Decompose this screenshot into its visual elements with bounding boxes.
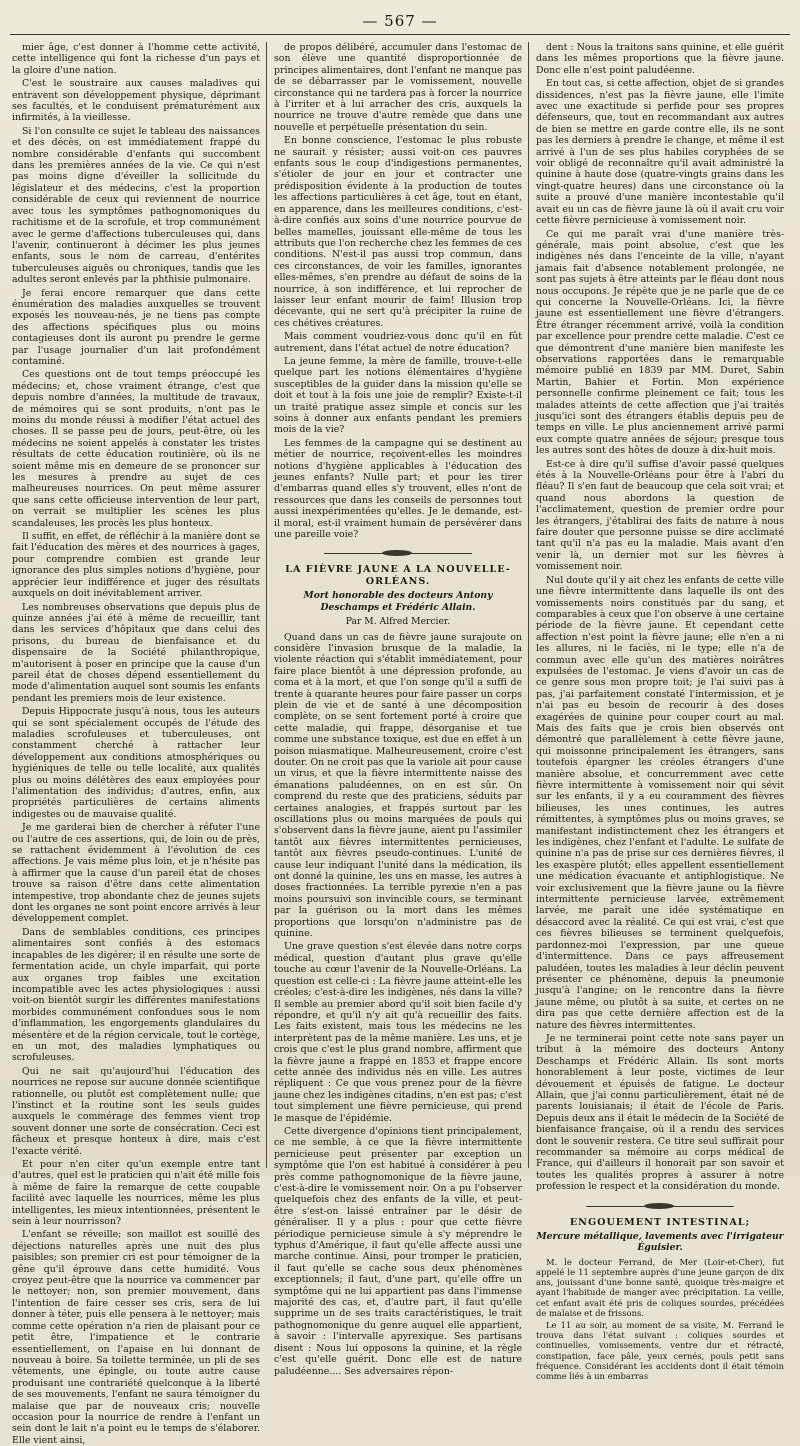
article-title: LA FIÈVRE JAUNE A LA NOUVELLE-ORLÉANS.: [285, 564, 511, 587]
paragraph: Mais comment voudriez-vous donc qu'il en fût autrement, dans l'état actuel de notre éducation?: [274, 331, 522, 354]
paragraph: Je me garderai bien de chercher à réfuter l'une ou l'autre de ces assertions, qui, de loin ou de près, se rattachent évidemment à l'évolution de ces affections. Je vais même plus loin, et je n'hésite pas à affirmer que la cause d'un pareil état de choses trouve sa raison d'être dans cette alimentation intempestive, trop abondante chez de jeunes sujets dont les organes ne sont point encore arrivés à leur développement complet.: [12, 822, 260, 925]
paragraph: mier âge, c'est donner à l'homme cette activité, cette intelligence qui font la richesse d'un pays et la gloire d'une nation.: [12, 42, 260, 76]
paragraph: Je ne terminerai point cette note sans payer un tribut à la mémoire des docteurs Antony Deschamps et Frédéric Allain. Ils sont morts honorablement à leur poste, victimes de leur dévouement et épuisés de fatigue. Le docteur Allain, que j'ai connu particulièrement, était né de parents louisianais; il était de l'école de Paris. Depuis deux ans il était le médecin de la Société de bienfaisance française, où il a rendu des services dont le souvenir restera. Ce titre seul suffirait pour recommander sa mémoire au corps médical de France, qui d'ailleurs il honorait par son savoir et toutes les qualités propres à assurer à notre profession le respect et la considération du monde.: [536, 1032, 784, 1193]
paragraph: Quand dans un cas de fièvre jaune surajoute on considère l'invasion brusque de la maladie, la violente réaction qui s'établit immédiatement, pour faire place bientôt à une dépression profonde, au coma et à la mort, et que l'on songe qu'il a suffi de trente à quarante heures pour faire passer un corps plein de vie et de santé à une décomposition complète, on se sent fortement porté à croire que cette maladie, qui frappe, désorganise et tue comme une substance toxique, est due en effet à un poison miasmatique. Malheureusement, croire c'est douter. On ne croit pas que la variole ait pour cause un virus, et que la fièvre intermittente naisse des émanations paludéennes, on en est sûr. On comprend du reste que des praticiens, séduits par certaines analogies, et frappés surtout par les oscillations plus ou moins marquées de pouls qui s'observent dans la fièvre jaune, aient pu l'assimiler tantôt aux fièvres intermittentes pernicieuses, tantôt aux fièvres pseudo-continues. L'unité de cause leur indiquant l'unité dans la médication, ils ont donné la quinine, les uns en masse, les autres à doses fractionnées. La terrible pyrexie n'en a pas moins poursuivi son invincible cours, se terminant par la guérison ou la mort dans les mêmes proportions que lorsqu'on n'administre pas de quinine.: [274, 631, 522, 940]
paragraph: Qui ne sait qu'aujourd'hui l'éducation des nourrices ne repose sur aucune donnée scientifique rationnelle, ou plutôt est complètement nulle; que l'instinct et la routine sont les seuls guides auxquels le commérage des femmes vient trop souvent donner une sorte de consécration. Ceci est fâcheux et presque honteux à dire, mais c'est l'exacte vérité.: [12, 1065, 260, 1157]
paragraph: En tout cas, si cette affection, objet de si grandes dissidences, n'est pas la fièvre jaune, elle l'imite avec une exactitude si perfide pour ses propres défenseurs, que, tout en recommandant aux autres de bien se mettre en garde contre elle, ils ne sont pas les derniers à prendre le change, et même il est arrivé à l'un de ses plus habiles coryphées de se voir obligé de reconnaître qu'il avait administré la quinine à haute dose (quatre-vingts grains dans les vingt-quatre heures) dans une circonstance où la suite a prouvé d'une manière incontestable qu'il avait eu un cas de fièvre jaune là où il avait cru voir cette fièvre pernicieuse à vomissement noir.: [536, 78, 784, 227]
section-title: ENGOUEMENT INTESTINAL;: [569, 1216, 751, 1228]
paragraph: Ce qui me paraît vrai d'une manière très-générale, mais point absolue, c'est que les indigènes nés dans l'enceinte de la ville, n'ayant jamais fait d'absence notablement prolongée, ne sont pas sujets à être atteints par le fléau dont nous nous occupons. Je répète que je ne parle que de ce qui concerne la Nouvelle-Orléans. Ici, la fièvre jaune est essentiellement une fièvre d'étrangers. Être étranger récemment arrivé, voilà la condition par excellence pour prendre cette maladie. C'est ce que démontrent d'une manière bien manifeste les observations rapportées dans le remarquable mémoire publié en 1839 par MM. Duret, Sabin Martin, Bahier et Fortin. Mon expérience personnelle confirme pleinement ce fait; tous les malades atteints de cette affection que j'ai traités jusqu'ici sont des étrangers établis depuis peu de temps en ville. Le plus anciennement arrivé parmi eux compte quatre années de séjour; presque tous les autres sont des hôtes de douze à dix-huit mois.: [536, 228, 784, 457]
paragraph: Et pour n'en citer qu'un exemple entre tant d'autres, quel est le praticien qui n'ait été mille fois à même de faire la remarque de cette coupable facilité avec laquelle les nourrices, même les plus intelligentes, les mieux intentionnées, présentent le sein à leur nourrisson?: [12, 1159, 260, 1228]
section-divider: [536, 1199, 784, 1213]
column-3-body-before: [536, 42, 784, 1193]
column-1: [12, 42, 260, 1446]
column-3: [536, 42, 784, 1382]
article-author: Par M. Alfred Mercier.: [345, 616, 451, 628]
column-1-body: [12, 42, 260, 1446]
paragraph: Il suffit, en effet, de réfléchir à la manière dont se fait l'éducation des mères et des nourrices à gages, pour comprendre combien est grande leur ignorance des plus simples notions d'hygiène, pour apprécier leur indifférence et juger des résultats auxquels on doit inévitablement arriver.: [12, 531, 260, 600]
paragraph: La jeune femme, la mère de famille, trouve-t-elle quelque part les notions élémentaires d'hygiène susceptibles de la guider dans la mission qu'elle se doit et tout à la fois une joie de remplir? Existe-t-il un traité pratique assez simple et concis sur les soins à donner aux enfants pendant les premiers mois de la vie?: [274, 355, 522, 436]
paragraph: de propos délibéré, accumuler dans l'estomac de son élève une quantité disproportionnée de principes alimentaires, dont l'enfant ne manque pas de se débarrasser par le vomissement, nouvelle circonstance qui ne tardera pas à forcer la nourrice à l'irriter et à lui arracher des cris, auxquels la nourrice ne trouve d'autre remède que dans une nouvelle et perpétuelle présentation du sein.: [274, 42, 522, 133]
paragraph: M. le docteur Ferrand, de Mer (Loir-et-Cher), fut appelé le 11 septembre auprès d'une jeune garçon de dix ans, jouissant d'une bonne santé, quoique très-maigre et ayant l'habitude de manger avec précipitation. La veille, cet enfant avait été pris de coliques sourdes, précédées de malaise et de frissons.: [536, 1256, 784, 1318]
header-rule: [10, 34, 790, 35]
paragraph: Dans de semblables conditions, ces principes alimentaires sont confiés à des estomacs incapables de les digérer; il en résulte une sorte de fermentation acide, un chyle imparfait, qui porte aux organes trop faibles une excitation incompatible avec les actes physiologiques : aussi voit-on bientôt surgir les différentes manifestations morbides communément confondues sous le nom d'inflammation, les engorgements glandulaires du mésentère et de la région cervicale, tout le cortège, en un mot, des maladies lymphatiques ou scrofuleuses.: [12, 926, 260, 1064]
paragraph: Si l'on consulte ce sujet le tableau des naissances et des décès, on est immédiatement frappé du nombre considérable d'enfants qui succombent dans les premières années de la vie. Ce qui n'est pas moins digne d'éveiller la sollicitude du législateur et des médecins, c'est la proportion considérable de ceux qui reviennent de nourrice avec tous les symptômes pathognomoniques du rachitisme et de la scrofule, et trop communément avec le germe d'affections tuberculeuses qui, dans l'avenir, continueront à décimer les plus jeunes enfants, sous le nom de carreau, d'entérites tuberculeuses aiguës ou chroniques, tandis que les adultes seront enlevés par la phthisie pulmonaire.: [12, 125, 260, 286]
paragraph: Les femmes de la campagne qui se destinent au métier de nourrice, reçoivent-elles les moindres notions d'hygiène applicables à l'éducation des jeunes enfants? Nulle part; et pour les tirer d'embarras quand elles s'y trouvent, elles n'ont de ressources que dans les conseils de personnes tout aussi inexpérimentées qu'elles. Je le demande, est-il moral, est-il vraiment humain de persévérer dans une pareille voie?: [274, 437, 522, 541]
paragraph: L'enfant se réveille; son maillot est souillé des déjections naturelles après une nuit des plus paisibles; son premier cri est pour témoigner de la gêne qu'il éprouve dans cette humidité. Vous croyez peut-être que la nourrice va commencer par le nettoyer; non, son premier mouvement, dans l'intention de faire cesser ses cris, sera de lui donner à téter, puis elle pensera à le nettoyer; mais comme cette opération n'a rien de plaisant pour ce petit être, l'impatience et le contrarie essentiellement, on l'apaise en lui donnant de nouveau à boire. Sa toilette terminée, un pli de ses vêtements, une épingle, ou toute autre cause produisant une contrariété quelconque à la liberté de ses mouvements, l'enfant ne saura témoigner du malaise que par de nouveaux cris; nouvelle occasion pour la nourrice de rendre à l'enfant un sein dont le lait n'a point eu le temps de s'élaborer. Elle vient ainsi,: [12, 1229, 260, 1446]
paragraph: Nul doute qu'il y ait chez les enfants de cette ville une fièvre intermittente dans laquelle ils ont des vomissements noirs constitués par du sang, et comparables à ceux que l'on observe à une certaine période de la fièvre jaune. Et cependant cette affection n'est point la fièvre jaune; elle n'en a ni les allures, ni le faciès, ni le type; elle n'a de commun avec elle qu'un des matières noirâtres expulsées de l'estomac. Je viens d'avoir un cas de ce genre sous mon propre toit; je l'ai suivi pas à pas, j'ai parfaitement constaté l'intermission, et je n'ai pas eu besoin de recourir à des doses exagérées de quinine pour couper court au mal. Mais des faits que je crois bien observés ont démontré que parallèlement à cette fièvre jaune, qui moissonne principalement les étrangers, sans toutefois épargner les créoles étrangers d'une manière absolue, et concurremment avec cette fièvre intermittente à vomissement noir qui sévit sur les enfants, il y a eu couramment des fièvres bilieuses, les unes continues, les autres rémittentes, à symptômes plus ou moins graves, se manifestant indistinctement chez les étrangers et les indigènes, chez l'enfant et l'adulte. Le sulfate de quinine n'a pas de prise sur ces dernières fièvres, il les exaspère plutôt; elles appellent essentiellement une médication évacuante et antiphlogistique. Ne voir exclusivement que la fièvre jaune ou la fièvre intermittente pernicieuse larvée, extrêmement larvée, me paraît une idée systématique en désaccord avec la réalité. Ce qui est vrai, c'est que ces fièvres bilieuses se terminent quelquefois, pardonnez-moi l'expression, par une queue d'intermittence. Dans ce pays affreusement paludéen, toutes les maladies à leur déclin peuvent présenter ce phénomène, depuis la pneumonie jusqu'à l'angine; on le rencontre dans la fièvre jaune même, ou plutôt à sa suite, et certes on ne dira pas que cette dernière affection est de la nature des fièvres intermittentes.: [536, 574, 784, 1031]
column-divider: [266, 42, 267, 1168]
column-divider: [528, 42, 529, 1168]
column-2-body-after: [274, 632, 522, 1377]
article-subtitle: Mort honorable des docteurs Antony Deschamps et Frédéric Allain.: [303, 590, 493, 613]
paragraph: dent : Nous la traitons sans quinine, et elle guérit dans les mêmes proportions que la fièvre jaune. Donc elle n'est point paludéenne.: [536, 42, 784, 76]
paragraph: Les nombreuses observations que depuis plus de quinze années j'ai été à même de recueillir, tant dans les services d'hôpitaux que dans celui des prisons, du bureau de bienfaisance et du dispensaire de la Société philanthropique, m'autorisent à poser en principe que la cause d'un pareil état de choses dépend essentiellement du mode d'alimentation auquel sont soumis les enfants pendant les premiers mois de leur existence.: [12, 601, 260, 704]
column-2: [274, 42, 522, 1377]
paragraph: Depuis Hippocrate jusqu'à nous, tous les auteurs qui se sont spécialement occupés de l'étude des maladies scrofuleuses et tuberculeuses, ont constamment cherché à rattacher leur développement aux conditions atmosphériques ou hygiéniques de telle ou telle localité, aux qualités plus ou moins délétères des eaux employées pour l'alimentation des individus; d'autres, enfin, aux propriétés particulières de certains aliments indigestes ou de mauvaise qualité.: [12, 706, 260, 820]
page-number: — 567 —: [362, 12, 438, 30]
column-2-body-before: [274, 42, 522, 540]
paragraph: Cette divergence d'opinions tient principalement, ce me semble, à ce que la fièvre intermittente pernicieuse peut présenter par exception un symptôme que l'on est habitué à considérer à peu près comme pathognomonique de la fièvre jaune, c'est-à-dire le vomissement noir. On a pu l'observer quelquefois chez des enfants de la ville, et peut-être s'est-on laissé entraîner par le désir de généraliser. Il y a plus : pour que cette fièvre périodique pernicieuse simule à s'y méprendre le typhus d'Amérique, il faut qu'elle affecte aussi une marche continue. Ainsi, pour tromper le praticien, il faut qu'elle se cache sous deux phénomènes exceptionnels; il faut, d'une part, qu'elle offre un symptôme qui ne lui appartient pas dans l'immense majorité des cas, et, d'autre part, il faut qu'elle supprime un de ses traits caractéristiques, le trait pathognomonique du genre auquel elle appartient, à savoir : l'intervalle apyrexique. Ses partisans disent : Nous lui opposons la quinine, et la règle c'est qu'elle guérit. Donc elle est de nature paludéenne.... Ses adversaires répon-: [274, 1125, 522, 1377]
paragraph: Est-ce à dire qu'il suffise d'avoir passé quelques étés à la Nouvelle-Orléans pour être à l'abri du fléau? Il s'en faut de beaucoup que cela soit vrai; et quand nous abordons la question de l'acclimatement, question de premier ordre pour les étrangers, j'établirai des faits de nature à nous faire douter que personne puisse se dire acclimaté tant qu'il n'a pas eu la maladie. Mais avant d'en venir là, un dernier mot sur les fièvres à vomissement noir.: [536, 458, 784, 573]
paragraph: Je ferai encore remarquer que dans cette énumération des maladies auxquelles se trouvent exposés les nouveau-nés, je ne tiens pas compte des affections spécifiques plus ou moins contagieuses dont ils auront pu prendre le germe par l'usage journalier d'un lait profondément contaminé.: [12, 287, 260, 367]
paragraph: En bonne conscience, l'estomac le plus robuste ne saurait y résister; aussi voit-on ces pauvres enfants sous le coup d'indigestions permanentes, s'étioler de jour en jour et contracter une prédisposition évidente à la production de toutes les affections particulières à cet âge, tout en étant, en apparence, dans les meilleures conditions, c'est-à-dire confiés aux soins d'une nourrice pourvue de belles mamelles, jouissant elle-même de tous les attributs que l'on recherche chez les femmes de ces conditions. N'est-il pas aussi trop commun, dans ces circonstances, de voir les familles, ignorantes elles-mêmes, s'en prendre au défaut de soins de la nourrice, à son indifférence, et lui reprocher de laisser leur enfant mourir de faim! Illusion trop décevante, qui ne sert qu'à précipiter la ruine de ces chétives créatures.: [274, 135, 522, 329]
paragraph: Ces questions ont de tout temps préoccupé les médecins; et, chose vraiment étrange, c'est que depuis nombre d'années, la multitude de travaux, de mémoires qui se sont produits, n'ont pas le moins du monde réussi à modifier l'état actuel des choses. Il se passe peu de jours, peut-être, où les médecins ne soient appelés à constater les tristes résultats de cette éducation routinière, où ils ne soient même mis en demeure de se prononcer sur les mesures à prendre au sujet de ces malheureuses nourrices. On peut même assurer que sans cette officieuse intervention de leur part, on verrait se multiplier les scènes les plus scandaleuses, les procès les plus honteux.: [12, 369, 260, 529]
section-divider: [274, 546, 522, 560]
section-subtitle: Mercure métallique, lavements avec l'irrigateur Éguisier.: [536, 1231, 784, 1254]
paragraph: Une grave question s'est élevée dans notre corps médical, question d'autant plus grave qu'elle touche au cœur l'avenir de la Nouvelle-Orléans. La question est celle-ci : La fièvre jaune atteint-elle les créoles; c'est-à-dire les indigènes, nés dans la ville? Il semble au premier abord qu'il soit bien facile d'y répondre, et qu'il n'y ait qu'à recueillir des faits. Les faits existent, mais tous les médecins ne les interprètent pas de la même manière. Les uns, et je crois que c'est le plus grand nombre, affirment que la fièvre jaune a frappé en 1853 et frappe encore cette année des individus nés en ville. Les autres répliquent : Ce que vous prenez pour de la fièvre jaune chez les indigènes citadins, n'en est pas; c'est tout simplement une fièvre pernicieuse, qui prend le masque de l'épidémie.: [274, 941, 522, 1124]
paragraph: Le 11 au soir, au moment de sa visite, M. Ferrand le trouva dans l'état suivant : coliques sourdes et continuelles, vomissements, ventre dur et rétracté, constipation, face pâle, yeux cernés, pouls petit sans fréquence. Considérant les accidents dont il était témoin comme liés à un embarras: [536, 1320, 784, 1382]
column-3-body-after: [536, 1257, 784, 1381]
paragraph: C'est le soustraire aux causes maladives qui entravent son développement physique, déprimant ses facultés, et le conduisent prématurément aux infirmités, à la vieillesse.: [12, 78, 260, 124]
